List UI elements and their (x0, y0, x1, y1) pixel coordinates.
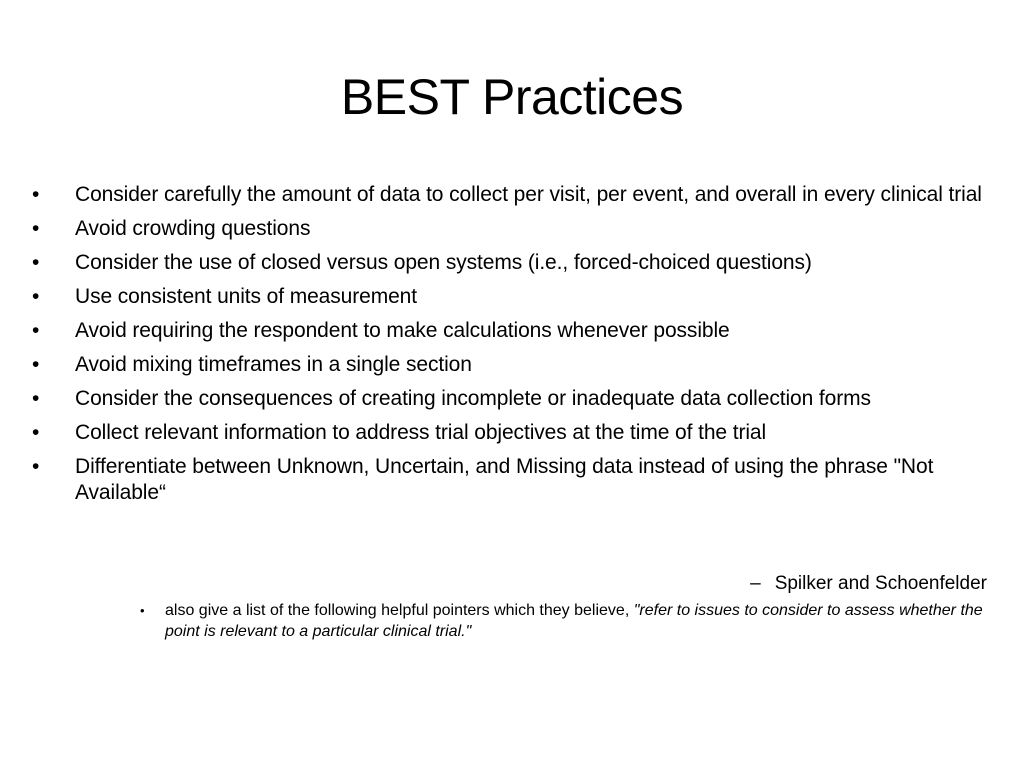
slide-title: BEST Practices (340, 69, 684, 125)
bullet-text: Consider carefully the amount of data to collect per visit, per event, and overall in every clinical trial (75, 183, 982, 206)
bullet-item (32, 454, 1007, 506)
sub-bullet-quote: "refer to issues to consider to assess whether the point is relevant to a particular clinical trial." (165, 602, 983, 640)
bullet-item (32, 318, 1007, 344)
bullet-icon: • (32, 455, 40, 478)
bullet-text: Collect relevant information to address trial objectives at the time of the trial (75, 421, 767, 444)
sub-bullet-item (140, 600, 1005, 642)
bullet-item (32, 250, 1007, 276)
bullet-icon: • (32, 183, 40, 206)
bullet-icon: • (32, 319, 40, 342)
bullet-text: Avoid crowding questions (75, 217, 311, 240)
attribution-text: Spilker and Schoenfelder (774, 573, 987, 594)
bullet-text: Consider the use of closed versus open systems (i.e., forced-choiced questions) (75, 251, 812, 274)
bullet-icon: • (32, 353, 40, 376)
bullet-icon: • (32, 387, 40, 410)
bullet-item (32, 284, 1007, 310)
bullet-icon: • (32, 217, 40, 240)
bullet-text: Use consistent units of measurement (75, 285, 417, 308)
bullet-text: Differentiate between Unknown, Uncertain, and Missing data instead of using the phrase "Not Available“ (75, 455, 934, 504)
attribution (750, 571, 987, 597)
sub-bullet-icon: • (140, 603, 145, 618)
bullet-item (32, 386, 1007, 412)
bullet-icon: • (32, 421, 40, 444)
bullet-icon: • (32, 251, 40, 274)
sub-bullet-text: also give a list of the following helpful pointers which they believe, (165, 602, 634, 619)
bullet-item (32, 420, 1007, 446)
bullet-list (32, 182, 1007, 514)
bullet-text: Avoid requiring the respondent to make calculations whenever possible (75, 319, 730, 342)
bullet-icon: • (32, 285, 40, 308)
bullet-item (32, 352, 1007, 378)
dash-icon: – (750, 573, 761, 594)
bullet-item (32, 182, 1007, 208)
bullet-text: Consider the consequences of creating incomplete or inadequate data collection forms (75, 387, 871, 410)
bullet-text: Avoid mixing timeframes in a single section (75, 353, 472, 376)
bullet-item (32, 216, 1007, 242)
